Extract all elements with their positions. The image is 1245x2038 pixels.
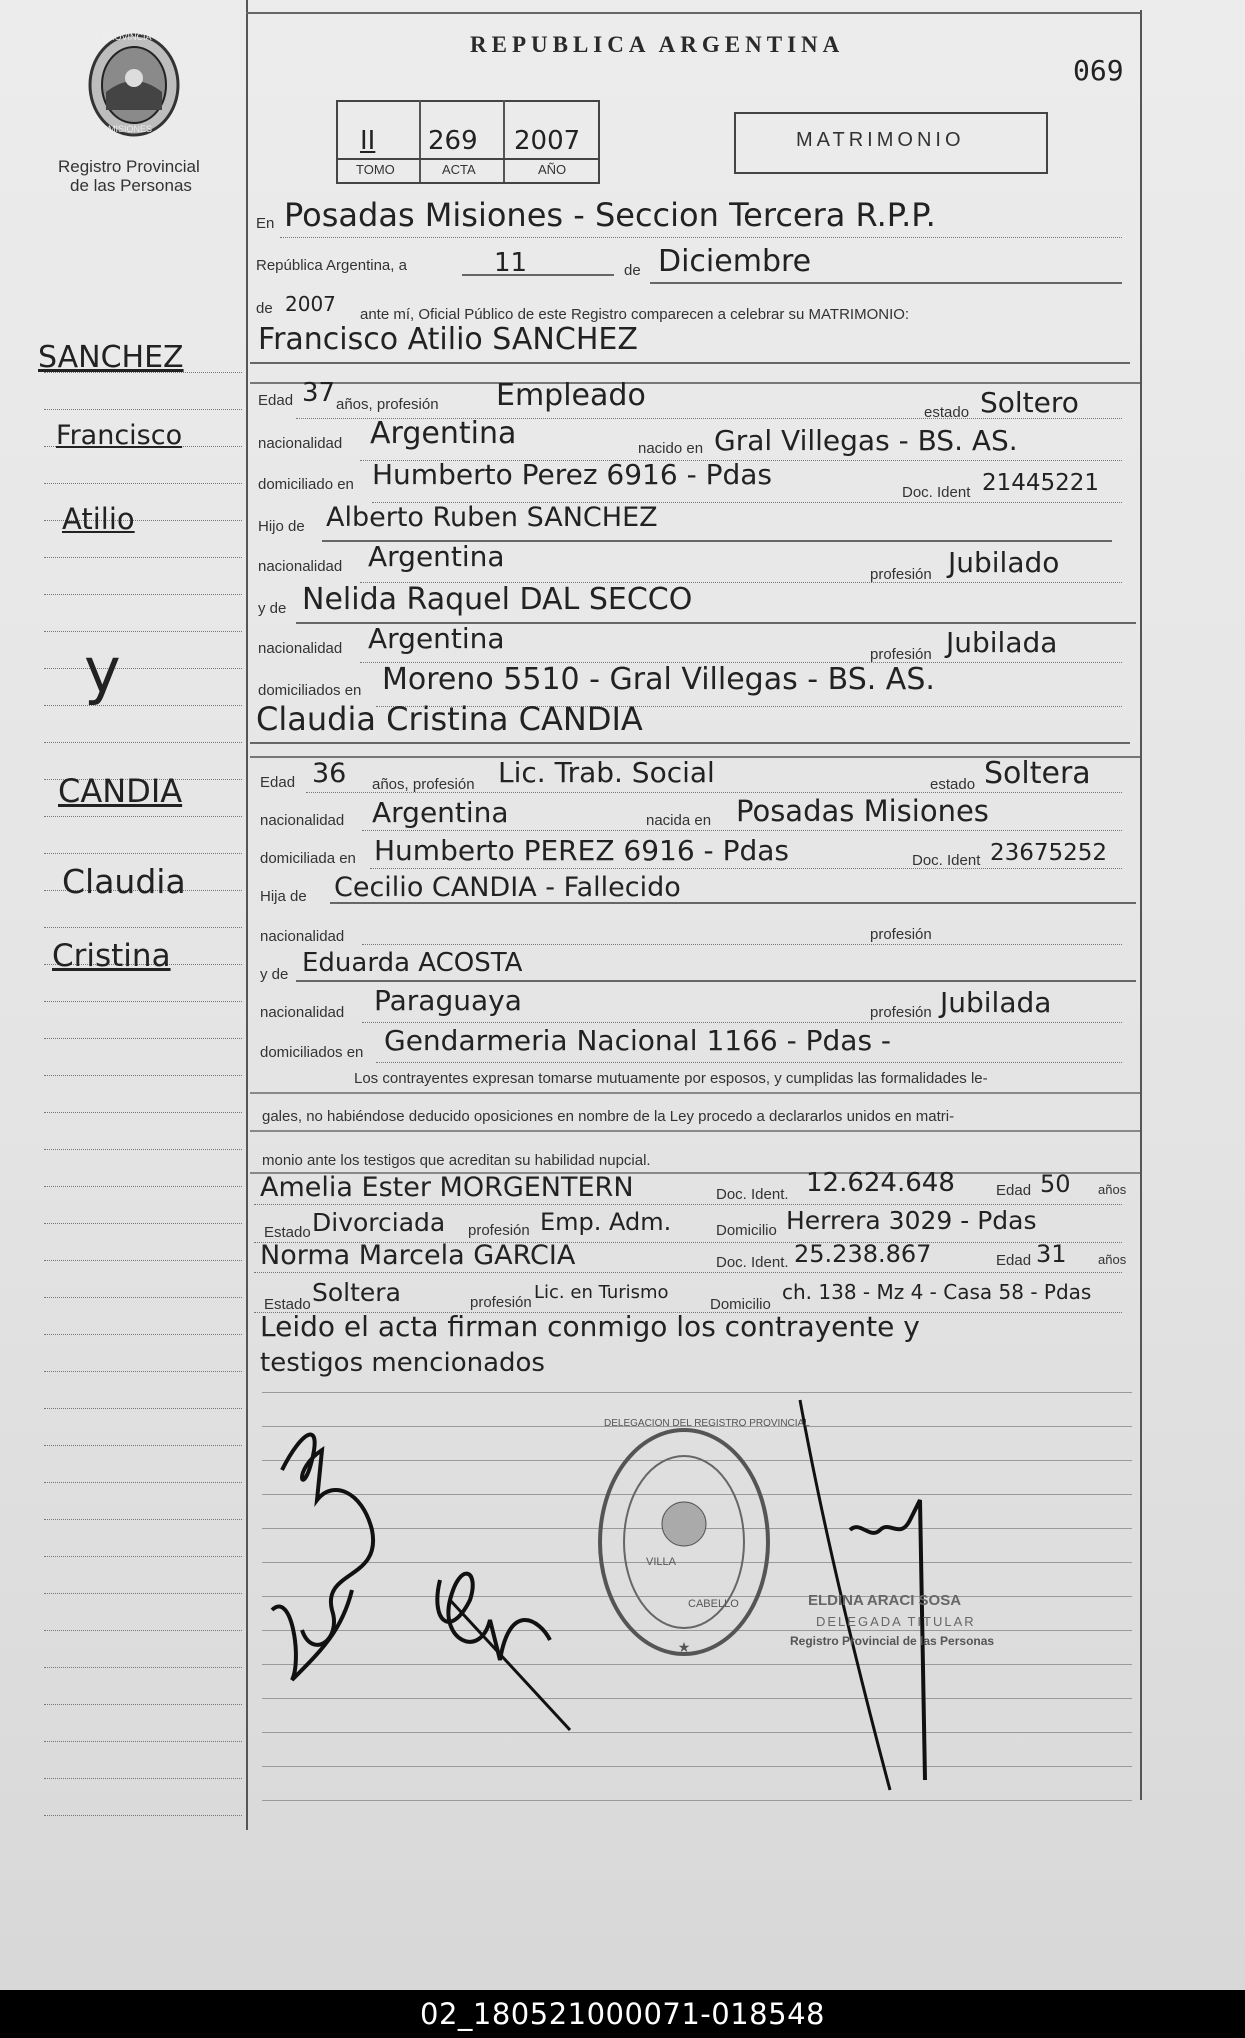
declaration-line3: monio ante los testigos que acreditan su habilidad nupcial. (262, 1152, 651, 1169)
groom-nacido-label: nacido en (638, 440, 704, 457)
bride-mother-line (296, 980, 1136, 982)
witness1-estado: Divorciada (312, 1208, 446, 1237)
margin-line (44, 1741, 242, 1742)
declaration-line1: Los contrayentes expresan tomarse mutuamente por esposos, y cumplidas las formalidades le- (354, 1070, 988, 1087)
witness1-prof-label: profesión (468, 1222, 530, 1239)
en-label: En (256, 215, 275, 232)
margin-line (44, 1260, 242, 1261)
groom-nacido: Gral Villegas - BS. AS. (714, 424, 1018, 457)
margin-surname-groom: SANCHEZ (38, 340, 184, 375)
groom-name-line (250, 362, 1130, 364)
groom-doc: 21445221 (982, 470, 1100, 496)
groom-nacionalidad: Argentina (370, 416, 517, 451)
margin-line (44, 1556, 242, 1557)
margin-line (44, 1667, 242, 1668)
groom-dom-label: domiciliado en (258, 476, 354, 493)
margin-line (44, 1778, 242, 1779)
margin-line (44, 1371, 242, 1372)
svg-text:★: ★ (677, 1639, 691, 1655)
witness2-edad-label: Edad (996, 1252, 1032, 1269)
margin-conjunction: y (84, 634, 121, 707)
bride-m-prof-label: profesión (870, 1004, 932, 1021)
republica-label: República Argentina, a (256, 257, 407, 274)
bride-mother: Eduarda ACOSTA (302, 948, 523, 978)
bride-dom-label: domiciliada en (260, 850, 356, 867)
witness1-edad-label: Edad (996, 1182, 1032, 1199)
witness2-profesion: Lic. en Turismo (534, 1282, 669, 1303)
groom-m-prof-label: profesión (870, 646, 932, 663)
groom-nac-label: nacionalidad (258, 435, 343, 452)
margin-line (44, 631, 242, 632)
stamp-ring-text: DELEGACION DEL REGISTRO PROVINCIAL (604, 1418, 810, 1429)
bride-yde-label: y de (260, 966, 289, 983)
closing-line1: Leido el acta firman conmigo los contrayente y (260, 1310, 920, 1343)
margin-line (44, 594, 242, 595)
witness1-estado-label: Estado (264, 1224, 311, 1241)
bride-anos-prof-label: años, profesión (372, 776, 475, 793)
bride-m-nac-label: nacionalidad (260, 1004, 345, 1021)
record-box-divider-2 (503, 100, 505, 182)
ano-label: AÑO (538, 162, 567, 177)
official-name: ELDINA ARACI SOSA (808, 1592, 962, 1609)
bride-estado-label: estado (930, 776, 976, 793)
bride-doc-label: Doc. Ident (912, 852, 981, 869)
groom-estado-label: estado (924, 404, 970, 421)
bride-f-prof-label: profesión (870, 926, 932, 943)
margin-line (44, 816, 242, 817)
witness2-dom-label: Domicilio (710, 1296, 771, 1313)
bride-nac-label: nacionalidad (260, 812, 345, 829)
groom-block-top (250, 382, 1140, 384)
top-border (246, 12, 1140, 14)
ano-value: 2007 (514, 126, 581, 156)
margin-line (44, 1519, 242, 1520)
margin-line (44, 557, 242, 558)
groom-father-prof: Jubilado (948, 546, 1060, 579)
witness1-name: Amelia Ester MORGENTERN (260, 1172, 634, 1203)
margin-line (44, 1704, 242, 1705)
margin-line (44, 742, 242, 743)
day-line (462, 274, 614, 276)
groom-mother-nac: Argentina (368, 622, 505, 655)
body-line (262, 1392, 1132, 1393)
year-de-label: de (256, 300, 273, 317)
witness1-profesion: Emp. Adm. (540, 1208, 672, 1236)
margin-line (44, 1001, 242, 1002)
witness2-estado-label: Estado (264, 1296, 311, 1313)
margin-line (44, 927, 242, 928)
witness2-anos-label: años (1098, 1252, 1127, 1267)
bride-doms-label: domiciliados en (260, 1044, 364, 1061)
margin-line (44, 1445, 242, 1446)
bride-father: Cecilio CANDIA - Fallecido (334, 872, 681, 903)
body-line (262, 1732, 1132, 1733)
witness1-anos-label: años (1098, 1182, 1127, 1197)
closing-line2: testigos mencionados (260, 1348, 545, 1378)
footer-code: 02_180521000071-018548 (0, 1990, 1245, 2038)
groom-m-nac-label: nacionalidad (258, 640, 343, 657)
witness1-dom-label: Domicilio (716, 1222, 777, 1239)
witness1-domicilio: Herrera 3029 - Pdas (786, 1206, 1037, 1235)
body-line (262, 1800, 1132, 1801)
bride-full-name: Claudia Cristina CANDIA (256, 700, 643, 738)
acta-value: 269 (428, 126, 478, 156)
official-title: DELEGADA TITULAR (816, 1614, 976, 1629)
witness2-doc-label: Doc. Ident. (716, 1254, 789, 1271)
witness2-name: Norma Marcela GARCIA (260, 1240, 576, 1271)
bride-profesion: Lic. Trab. Social (498, 756, 715, 789)
groom-doms-label: domiciliados en (258, 682, 362, 699)
margin-line (44, 1038, 242, 1039)
margin-line (44, 705, 242, 706)
margin-line (44, 1297, 242, 1298)
declaration-line2: gales, no habiéndose deducido oposiciones en nombre de la Ley procedo a declararlos unidos en matri- (262, 1108, 955, 1125)
groom-doc-label: Doc. Ident (902, 484, 971, 501)
month-de-label: de (624, 262, 641, 279)
bride-mother-prof: Jubilada (940, 986, 1052, 1019)
bride-edad-label: Edad (260, 774, 296, 791)
margin-line (44, 1482, 242, 1483)
witness1-doc: 12.624.648 (806, 1168, 955, 1198)
margin-line (44, 1075, 242, 1076)
margin-line (44, 853, 242, 854)
registry-line1: Registro Provincial (58, 157, 200, 176)
groom-f-prof-label: profesión (870, 566, 932, 583)
bride-f-nac-line (362, 944, 1122, 945)
margin-name-bride-2: Cristina (52, 938, 171, 974)
witness2-domicilio: ch. 138 - Mz 4 - Casa 58 - Pdas (782, 1280, 1092, 1304)
groom-yde-label: y de (258, 600, 287, 617)
groom-edad-label: Edad (258, 392, 294, 409)
witness2-prof-label: profesión (470, 1294, 532, 1311)
registry-stamp-icon (596, 1424, 772, 1660)
country-title: REPUBLICA ARGENTINA (470, 32, 845, 57)
bride-m-nac-line (362, 1022, 1122, 1023)
witness2-edad: 31 (1036, 1240, 1067, 1268)
body-line (262, 1766, 1132, 1767)
bride-edad: 36 (312, 758, 347, 789)
bride-doc: 23675252 (990, 840, 1108, 866)
margin-line (44, 1334, 242, 1335)
bride-father-line (330, 902, 1136, 904)
groom-full-name: Francisco Atilio SANCHEZ (258, 322, 638, 357)
margin-name-groom-1: Francisco (56, 420, 183, 451)
margin-line (44, 1112, 242, 1113)
left-column-divider (246, 0, 248, 1830)
bride-doms-line (376, 1062, 1122, 1063)
seal-bottom-text: MISIONES (108, 124, 153, 134)
stamp-center-left: VILLA (646, 1556, 676, 1568)
witness1-edad: 50 (1040, 1170, 1071, 1198)
margin-line (44, 1186, 242, 1187)
stamp-center-right: CABELLO (688, 1598, 739, 1610)
witness2-doc: 25.238.867 (794, 1240, 932, 1268)
margin-surname-bride: CANDIA (58, 772, 183, 810)
witness2-name-line (254, 1272, 1122, 1273)
margin-line (44, 1408, 242, 1409)
document-type: MATRIMONIO (796, 129, 965, 151)
groom-f-nac-label: nacionalidad (258, 558, 343, 575)
acta-label: ACTA (442, 162, 476, 177)
groom-hijo-label: Hijo de (258, 518, 305, 535)
right-border (1140, 10, 1142, 1800)
day: 11 (494, 248, 528, 278)
bride-hija-label: Hija de (260, 888, 307, 905)
groom-anos-prof-label: años, profesión (336, 396, 439, 413)
margin-line (44, 1815, 242, 1816)
margin-line (44, 409, 242, 410)
bride-dom-line (370, 868, 1122, 869)
bride-nacida-label: nacida en (646, 812, 712, 829)
place-line (280, 237, 1122, 238)
record-box-label-rule (336, 158, 598, 160)
bride-nacida: Posadas Misiones (736, 794, 989, 828)
groom-estado: Soltero (980, 386, 1079, 419)
year: 2007 (285, 292, 336, 316)
month-line (650, 282, 1122, 284)
margin-name-groom-2: Atilio (62, 502, 135, 536)
margin-line (44, 668, 242, 669)
bride-name-line (250, 742, 1130, 744)
official-registry: Registro Provincial de las Personas (790, 1634, 995, 1648)
margin-line (44, 1593, 242, 1594)
groom-father-nac: Argentina (368, 540, 505, 573)
groom-parents-dom: Moreno 5510 - Gral Villegas - BS. AS. (382, 662, 935, 697)
groom-father: Alberto Ruben SANCHEZ (326, 502, 658, 533)
declaration-rule1 (250, 1092, 1140, 1094)
bride-nacionalidad: Argentina (372, 796, 509, 829)
groom-mother: Nelida Raquel DAL SECCO (302, 582, 693, 617)
record-box-divider-1 (419, 100, 421, 182)
registry-line2: de las Personas (70, 176, 192, 195)
groom-edad: 37 (302, 378, 336, 408)
bride-f-nac-label: nacionalidad (260, 928, 345, 945)
tomo-label: TOMO (356, 162, 395, 177)
bride-estado: Soltera (984, 756, 1091, 791)
bride-edad-line (306, 792, 1122, 793)
groom-profesion: Empleado (496, 378, 646, 413)
declaration-rule2 (250, 1130, 1140, 1132)
margin-line (44, 1223, 242, 1224)
intro-text: ante mí, Oficial Público de este Registro comparecen a celebrar su MATRIMONIO: (360, 306, 910, 323)
seal-top-text: PROVINCIA (102, 32, 152, 42)
margin-line (44, 1149, 242, 1150)
bride-parents-dom: Gendarmeria Nacional 1166 - Pdas - (384, 1024, 892, 1057)
bride-nac-line (362, 830, 1122, 831)
tomo-value: II (360, 126, 376, 156)
groom-mother-prof: Jubilada (946, 626, 1058, 659)
groom-domicilio: Humberto Perez 6916 - Pdas (372, 458, 772, 491)
page-number: 069 (1073, 54, 1124, 87)
bride-mother-nac: Paraguaya (374, 984, 522, 1017)
bride-domicilio: Humberto PEREZ 6916 - Pdas (374, 834, 789, 867)
margin-name-bride-1: Claudia (62, 862, 186, 901)
signature-contrayente-2 (420, 1540, 600, 1740)
witness2-estado: Soltera (312, 1278, 401, 1307)
witness1-name-line (254, 1204, 1122, 1205)
witness1-doc-label: Doc. Ident. (716, 1186, 789, 1203)
place: Posadas Misiones - Seccion Tercera R.P.P. (284, 196, 936, 234)
margin-line (44, 1630, 242, 1631)
month: Diciembre (658, 244, 812, 279)
margin-line (44, 483, 242, 484)
